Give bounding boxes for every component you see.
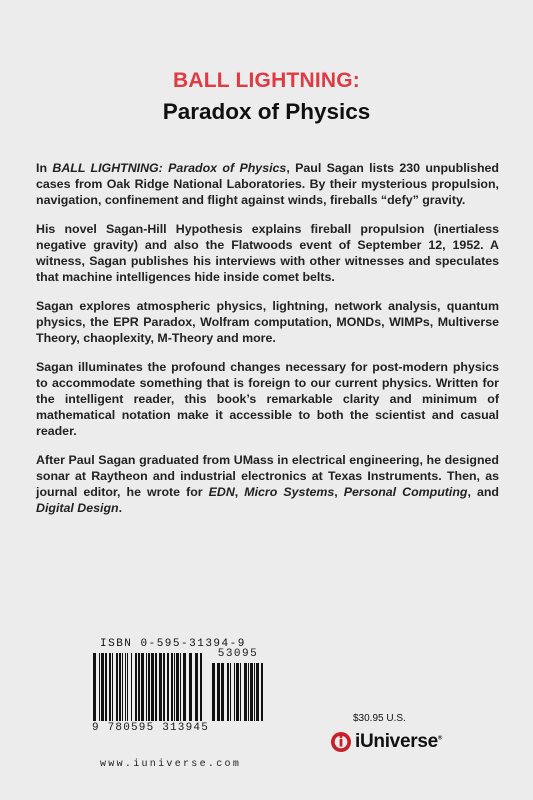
isbn-number: ISBN 0-595-31394-9 <box>100 638 246 650</box>
journal-edn: EDN <box>208 485 235 499</box>
sep-1: , <box>234 485 245 499</box>
publisher-url: www.iuniverse.com <box>100 759 242 770</box>
journal-personal-computing: Personal Computing <box>343 485 468 499</box>
price-label: $30.95 U.S. <box>353 713 406 724</box>
publisher-logo <box>330 731 442 753</box>
ean-number: 9 780595 313945 <box>92 722 210 734</box>
intro-lead: In <box>36 161 53 175</box>
intro-title-italic: BALL LIGHTNING: Paradox of Physics <box>52 161 287 175</box>
sep-4: . <box>118 501 123 515</box>
logo-wordmark: iUniverse <box>355 731 438 752</box>
sep-3: , and <box>467 485 500 499</box>
paragraph-author <box>36 452 499 516</box>
isbn-barcode <box>92 638 268 734</box>
author-text: After Paul Sagan graduated from UMass in electrical engineering, he designed sonar at Raytheon and industrial electronics at Texas Instruments. Then, as journal editor, he wrote for <box>36 453 499 499</box>
intro-rest: , Paul Sagan lists 230 unpublished cases from Oak Ridge National Laboratories. By their mysterious propulsion, navigation, confinement and flight against winds, fireballs “defy” gravity. <box>36 161 499 207</box>
journal-micro-systems: Micro Systems <box>244 485 335 499</box>
journal-digital-design: Digital Design <box>36 501 119 515</box>
iuniverse-logo-icon <box>330 731 352 753</box>
back-cover-text <box>36 160 499 529</box>
sep-2: , <box>334 485 344 499</box>
registered-mark: ® <box>437 735 442 742</box>
addon-barcode-bars <box>211 663 265 721</box>
addon-number: 53095 <box>217 648 259 660</box>
paragraph-physics: Sagan illuminates the profound changes necessary for post-modern physics to accommodate something that is foreign to our current physics. Written for the intelligent reader, this book’s remarkable clarity and minimum of mathematical notation make it accessible to both the scientist and casual reader. <box>36 360 499 438</box>
paragraph-hypothesis: His novel Sagan-Hill Hypothesis explains fireball propulsion (inertialess negative gravity) and also the Flatwoods event of September 12, 1952. A witness, Sagan publishes his interviews with other witnesses and speculates that machine intelligences hide inside comet belts. <box>36 222 499 284</box>
book-subtitle: Paradox of Physics <box>162 99 371 124</box>
book-title: BALL LIGHTNING: <box>173 69 360 92</box>
ean-barcode-bars <box>92 653 204 721</box>
paragraph-topics: Sagan explores atmospheric physics, lightning, network analysis, quantum physics, the EPR Paradox, Wolfram computation, MONDs, WIMPs, Multiverse Theory, chaoplexity, M-Theory and more. <box>36 299 499 345</box>
paragraph-intro <box>36 160 499 208</box>
